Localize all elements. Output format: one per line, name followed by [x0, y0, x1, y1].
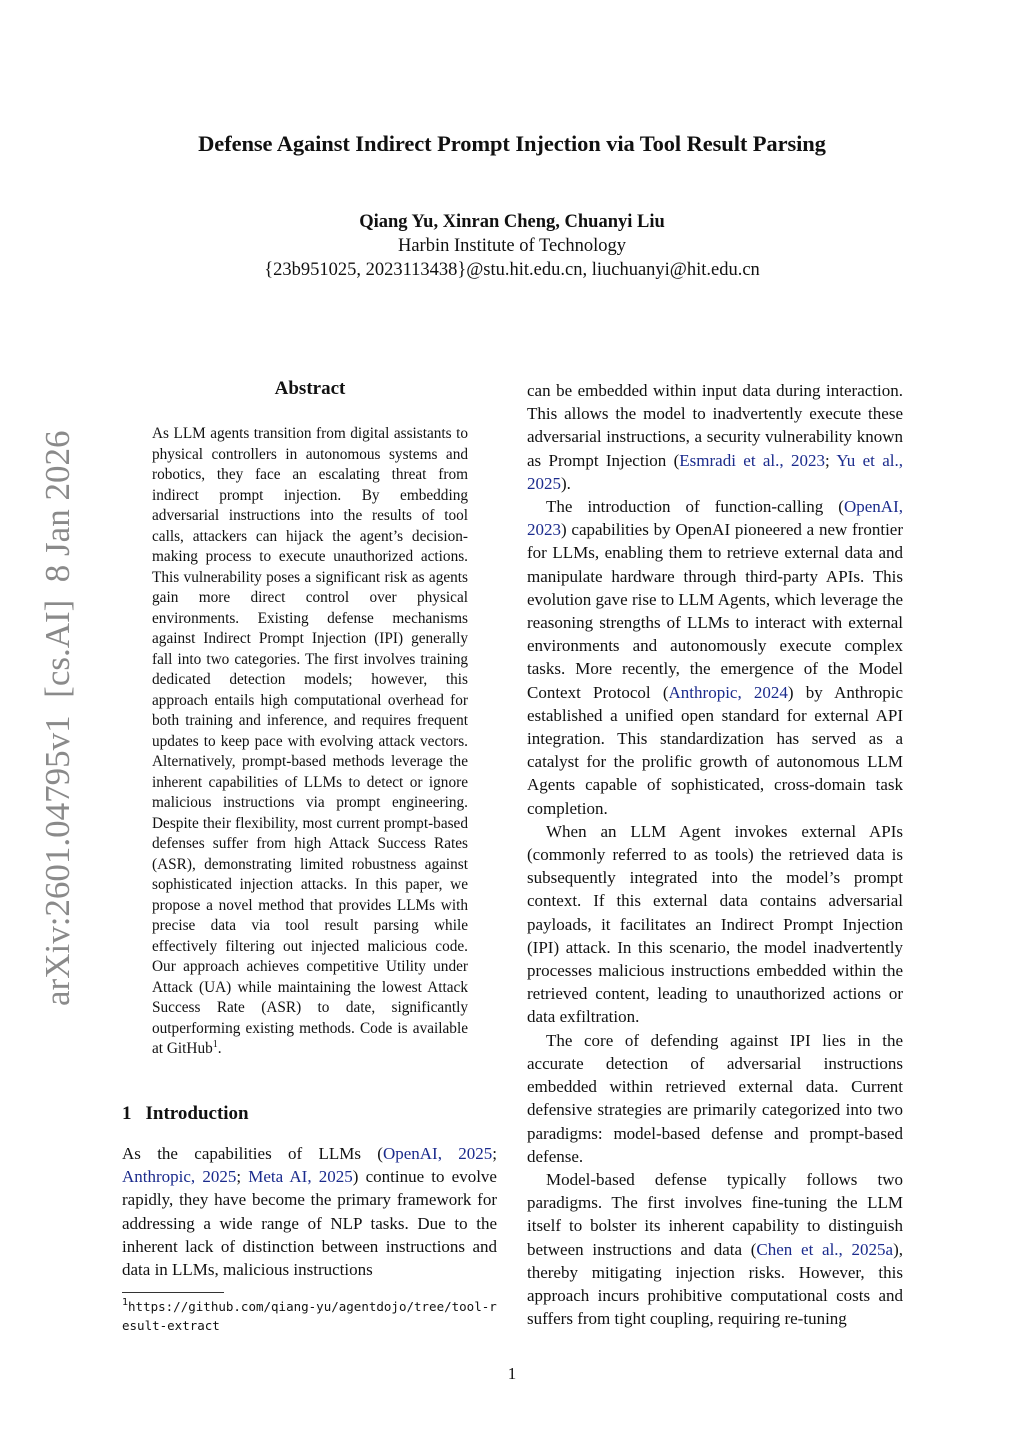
right-paragraph-1 — [527, 379, 903, 495]
citation-link[interactable]: Anthropic, 2025 — [122, 1167, 237, 1187]
right-column — [527, 379, 903, 1330]
text-run: Model-based defense typically follows two paradigms. The first involves fine-tuning the LLM itself to bolster its inherent capability to distinguish between instructions and data ( — [527, 1169, 903, 1259]
paper-title: Defense Against Indirect Prompt Injection via Tool Result Parsing — [198, 131, 826, 156]
page-number: 1 — [507, 1364, 517, 1383]
text-run: The introduction of function-calling ( — [546, 497, 844, 517]
abstract-heading: Abstract — [274, 378, 346, 399]
text-run: ) capabilities by OpenAI pioneered a new frontier for LLMs, enabling them to retrieve external data and manipulate hardware through third-party APIs. This evolution gave rise to LLM Agents, which leverage the reasoning strengths of LLMs to interact with external environments and autonomously execute complex tasks. More recently, the emergence of the Model Context Protocol ( — [527, 520, 903, 702]
right-paragraph-2 — [527, 495, 903, 820]
text-run: ). — [561, 473, 571, 493]
citation-link[interactable]: Chen et al., 2025a — [756, 1239, 894, 1259]
footnote — [122, 1297, 500, 1335]
intro-paragraph — [122, 1142, 497, 1281]
right-paragraph-3: When an LLM Agent invokes external APIs (commonly referred to as tools) the retrieved data is subsequently integrated into the model’s prompt context. If this external data contains adversarial payloads, it facilitates an Indirect Prompt Injection (IPI) attack. In this scenario, the model inadvertently processes malicious instructions embedded within the retrieved content, leading to unauthorized actions or data exfiltration. — [527, 821, 903, 1027]
citation-link[interactable]: Esmradi et al., 2023 — [679, 450, 825, 470]
section-title: Introduction — [145, 1103, 249, 1124]
text-run: ; — [824, 450, 837, 470]
author-names: Qiang Yu, Xinran Cheng, Chuanyi Liu — [359, 212, 665, 232]
footnote-number: 1 — [122, 1297, 129, 1308]
arxiv-stamp: arXiv:2601.04795v1 [cs.AI] 8 Jan 2026 — [38, 430, 77, 1006]
section-number: 1 — [122, 1103, 132, 1124]
citation-link[interactable]: Yu et al., 2025 — [527, 450, 903, 493]
abstract-body — [152, 424, 468, 1060]
right-paragraph-4: The core of defending against IPI lies in the accurate detection of adversarial instructions embedded within retrieved external data. Current defensive strategies are primarily categorized into two paradigms: model-based defense and prompt-based defense. — [527, 1030, 903, 1166]
citation-link[interactable]: Anthropic, 2024 — [668, 682, 788, 702]
text-run: can be embedded within input data during interaction. This allows the model to inadvertently execute these adversarial instructions, a security vulnerability known as Prompt Injection ( — [527, 381, 903, 470]
footnote-rule — [122, 1292, 224, 1293]
text-run: ) by Anthropic established a unified open standard for external API integration. This standardization has served as a catalyst for the prolific growth of autonomous LLM Agents capable of sophisticated, cross-domain task completion. — [527, 682, 903, 818]
author-block — [0, 210, 1024, 282]
intro-paragraph-1 — [122, 1142, 497, 1281]
footnote-url[interactable]: https://github.com/qiang-yu/agentdojo/tree/tool-result-extract — [122, 1299, 497, 1333]
citation-link[interactable]: Meta AI, 2025 — [248, 1167, 353, 1187]
footnote-marker[interactable]: 1 — [212, 1039, 218, 1050]
right-paragraph-5 — [527, 1168, 903, 1330]
citation-link[interactable]: OpenAI, 2023 — [527, 497, 903, 540]
citation-link[interactable]: OpenAI, 2025 — [382, 1144, 493, 1163]
text-run: ; — [236, 1167, 249, 1187]
text-run: ), thereby mitigating injection risks. However, this approach incurs prohibitive computational costs and suffers from tight coupling, requiring re-tuning — [527, 1239, 904, 1329]
text-run: ; — [492, 1144, 497, 1163]
author-emails: {23b951025, 2023113438}@stu.hit.edu.cn, liuchuanyi@hit.edu.cn — [264, 260, 760, 280]
section-heading-introduction — [122, 1103, 249, 1125]
abstract-end: . — [217, 1040, 222, 1057]
text-run: ) continue to evolve rapidly, they have become the primary framework for addressing a wide range of NLP tasks. Due to the inherent lack of distinction between instructions and data in LLMs, malicious instructions — [122, 1167, 497, 1280]
affiliation: Harbin Institute of Technology — [397, 236, 627, 256]
abstract-text: As LLM agents transition from digital assistants to physical controllers in autonomous systems and robotics, they face an escalating threat from indirect prompt injection. By embedding adversarial instructions into the results of tool calls, attackers can hijack the agent’s decision-making process to execute unauthorized actions. This vulnerability poses a significant risk as agents gain more direct control over physical environments. Existing defense mechanisms against Indirect Prompt Injection (IPI) generally fall into two categories. The first involves training dedicated detection models; however, this approach entails high computational overhead for both training and inference, and requires frequent updates to keep pace with evolving attack vectors. Alternatively, prompt-based methods leverage the inherent capabilities of LLMs to detect or ignore malicious instructions via prompt engineering. Despite their flexibility, most current prompt-based defenses suffer from high Attack Success Rates (ASR), demonstrating limited robustness against sophisticated injection attacks. In this paper, we propose a novel method that provides LLMs with precise data via tool result parsing while effectively filtering out injected malicious code. Our approach achieves competitive Utility under Attack (UA) while maintaining the lowest Attack Success Rate (ASR) to date, significantly outperforming existing methods. Code is available at GitHub — [152, 425, 468, 1057]
text-run: As the capabilities of LLMs ( — [122, 1144, 383, 1163]
